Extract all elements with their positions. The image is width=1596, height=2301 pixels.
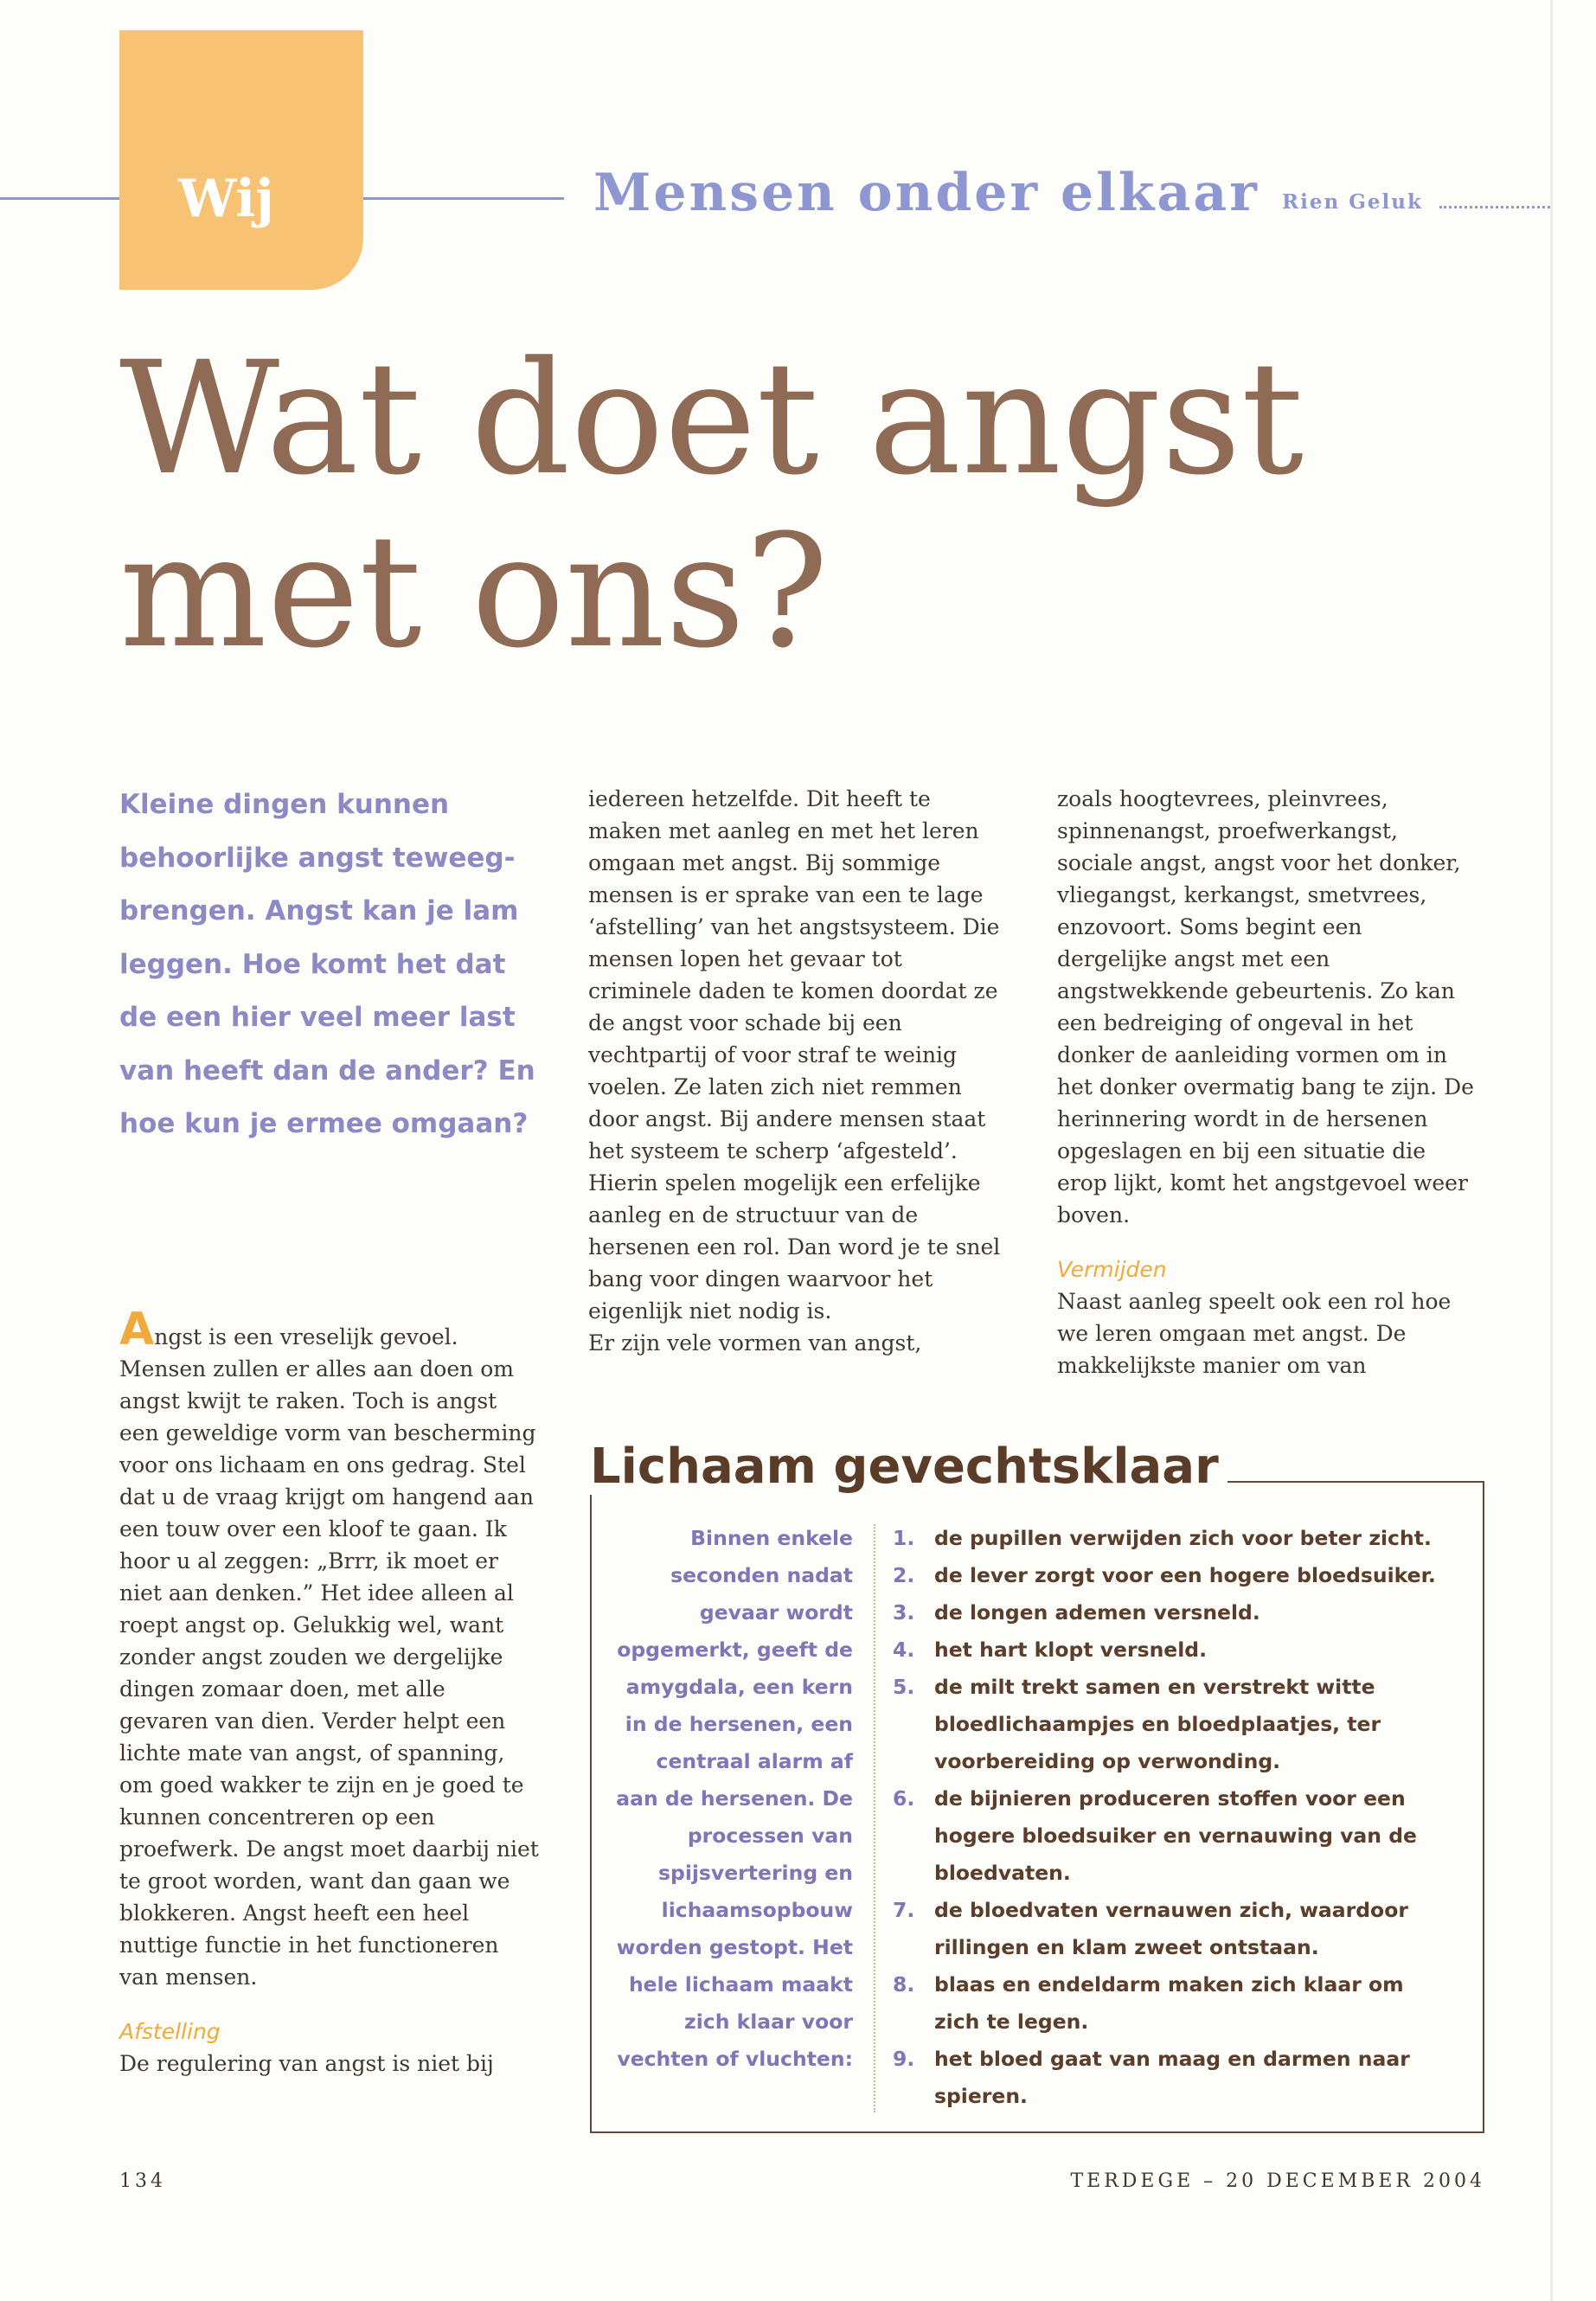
list-text: blaas en endeldarm maken zich klaar om zich te legen.	[934, 1972, 1404, 2034]
list-text: het hart klopt versneld.	[934, 1638, 1208, 1662]
sidebar-list-item	[893, 2041, 1455, 2115]
author-name: Rien Geluk	[1282, 190, 1423, 214]
sidebar-list-item	[893, 1669, 1455, 1780]
column-1-paragraph-2: De regulering van angst is niet bij	[119, 2051, 494, 2076]
list-number: 7.	[893, 1898, 915, 1922]
column-3-paragraph-2: Naast aanleg speelt ook een rol hoe we leren omgaan met angst. De makkelijkste manier om van	[1057, 1289, 1452, 1378]
sidebar-list-item	[893, 1631, 1455, 1669]
list-text: het bloed gaat van maag en darmen naar spieren.	[934, 2047, 1410, 2108]
list-number: 1.	[893, 1526, 915, 1550]
list-text: de lever zorgt voor een hogere bloedsuiker.	[934, 1563, 1436, 1587]
list-text: de milt trekt samen en verstrekt witte bloedlichaampjes en bloedplaatjes, ter voorbereiding op verwonding.	[934, 1675, 1381, 1773]
list-number: 8.	[893, 1972, 915, 1997]
author-dotted-rule	[1439, 206, 1550, 208]
list-number: 9.	[893, 2047, 915, 2071]
list-text: de bijnieren produceren stoffen voor een hogere bloedsuiker en vernauwing van de bloedvaten.	[934, 1786, 1417, 1885]
section-tab	[119, 30, 363, 290]
section-title: Mensen onder elkaar	[593, 163, 1259, 223]
subhead-afstelling: Afstelling	[119, 2019, 221, 2044]
drop-cap: A	[119, 1304, 155, 1356]
sidebar-list	[893, 1520, 1455, 2115]
list-number: 2.	[893, 1563, 915, 1587]
sidebar-list-item	[893, 1557, 1455, 1594]
sidebar-title: Lichaam gevechtsklaar	[581, 1439, 1227, 1495]
subhead-vermijden: Vermijden	[1057, 1257, 1167, 1282]
sidebar-divider	[874, 1524, 875, 2112]
header-rule-middle	[363, 197, 564, 200]
column-3	[1057, 783, 1477, 1381]
page-edge	[1550, 0, 1553, 2301]
sidebar-list-item	[893, 1966, 1455, 2041]
list-text: de bloedvaten vernauwen zich, waardoor rillingen en klam zweet ontstaan.	[934, 1898, 1408, 1959]
column-2-paragraph-2: Er zijn vele vormen van angst,	[588, 1330, 922, 1356]
list-number: 6.	[893, 1786, 915, 1811]
sidebar-list-item	[893, 1594, 1455, 1631]
sidebar-list-item	[893, 1520, 1455, 1557]
column-2	[588, 783, 1009, 1359]
sidebar-list-item	[893, 1892, 1455, 1966]
publication-footer: TERDEGE – 20 DECEMBER 2004	[1070, 2170, 1485, 2192]
page-number: 134	[119, 2170, 166, 2192]
sidebar-lede: Binnen enkele seconden nadat gevaar wordt opgemerkt, geeft de amygdala, een kern in de hersenen, een centraal alarm af aan de hersenen. De processen van spijsvertering en lichaamsopbouw worden gestopt. Het hele lichaam maakt zich klaar voor vechten of vluchten:	[616, 1526, 853, 2071]
list-number: 3.	[893, 1600, 915, 1625]
sidebar-list-item	[893, 1780, 1455, 1892]
column-1	[119, 1304, 540, 2080]
header-rule-left	[0, 197, 119, 200]
list-text: de longen ademen versneld.	[934, 1600, 1260, 1625]
article-title: Wat doet angst met ons?	[119, 329, 1304, 683]
section-tab-label: Wij	[178, 169, 274, 229]
article-lede: Kleine dingen kunnen behoorlijke angst teweeg-brengen. Angst kan je lam leggen. Hoe komt het dat de een hier veel meer last van heeft dan de ander? En hoe kun je ermee omgaan?	[119, 789, 535, 1139]
column-3-paragraph-1: zoals hoogtevrees, pleinvrees, spinnenangst, proefwerkangst, sociale angst, angst voor het donker, vliegangst, kerkangst, smetvrees, enzovoort. Soms begint een dergelijke angst met een angstwekkende gebeurtenis. Zo kan een bedreiging of ongeval in het donker de aanleiding vormen om in het donker overmatig bang te zijn. De herinnering wordt in de hersenen opgeslagen en bij een situatie die erop lijkt, komt het angstgevoel weer boven.	[1057, 786, 1474, 1227]
column-2-paragraph-1: iedereen hetzelfde. Dit heeft te maken met aanleg en met het leren omgaan met angst. Bij sommige mensen is er sprake van een te lage ‘afstelling’ van het angstsysteem. Die mensen lopen het gevaar tot criminele daden te komen doordat ze de angst voor schade bij een vechtpartij of voor straf te weinig voelen. Ze laten zich niet remmen door angst. Bij andere mensen staat het systeem te scherp ‘afgesteld’. Hierin spelen mogelijk een erfelijke aanleg en de structuur van de hersenen een rol. Dan word je te snel bang voor dingen waarvoor het eigenlijk niet nodig is.	[588, 786, 1001, 1324]
list-number: 5.	[893, 1675, 915, 1699]
list-number: 4.	[893, 1638, 915, 1662]
list-text: de pupillen verwijden zich voor beter zicht.	[934, 1526, 1432, 1550]
column-1-paragraph-1: ngst is een vreselijk gevoel. Mensen zullen er alles aan doen om angst kwijt te raken. Toch is angst een geweldige vorm van bescherming voor ons lichaam en ons gedrag. Stel dat u de vraag krijgt om hangend aan een touw over een kloof te gaan. Ik hoor u al zeggen: „Brrr, ik moet er niet aan denken.” Het idee alleen al roept angst op. Gelukkig wel, want zonder angst zouden we dergelijke dingen zomaar doen, met alle gevaren van dien. Verder helpt een lichte mate van angst, of spanning, om goed wakker te zijn en je goed te kunnen concentreren op een proefwerk. De angst moet daarbij niet te groot worden, want dan gaan we blokkeren. Angst heeft een heel nuttige functie in het functioneren van mensen.	[119, 1324, 539, 1990]
